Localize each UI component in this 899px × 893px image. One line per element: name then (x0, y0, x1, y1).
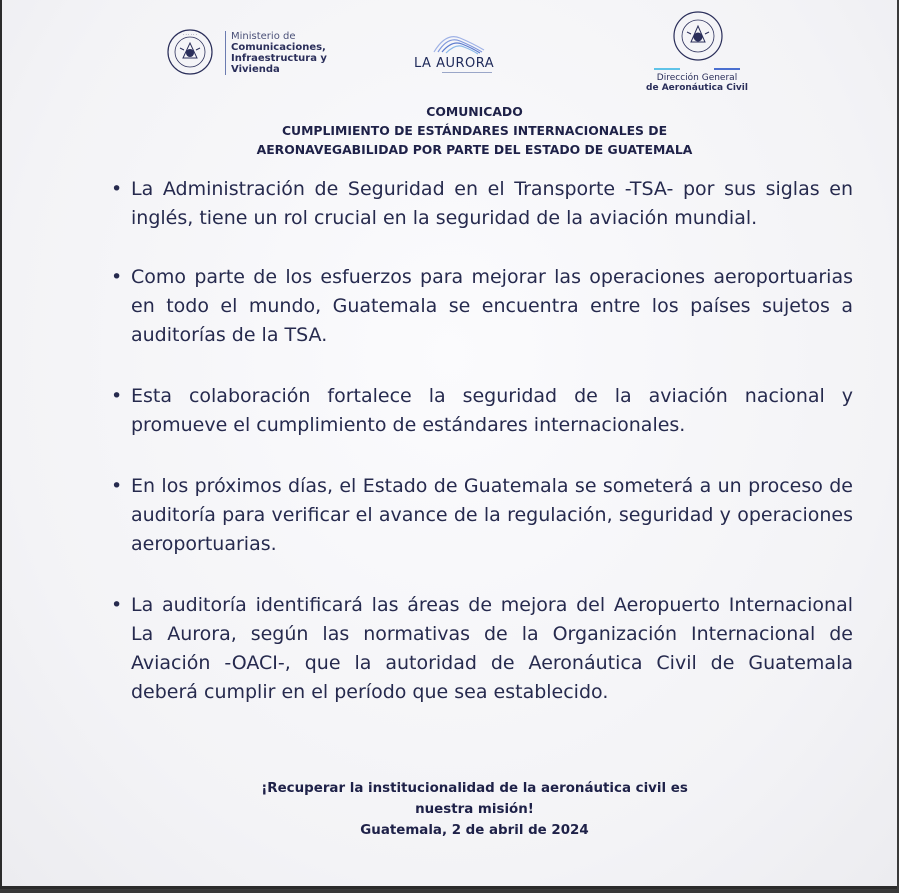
title-line-2: CUMPLIMIENTO DE ESTÁNDARES INTERNACIONALES DE (281, 123, 668, 138)
la-aurora-logo (412, 28, 507, 74)
ministry-name (231, 31, 327, 75)
list-item (108, 591, 853, 707)
aurora-name: LA AURORA (414, 56, 495, 71)
aurora-tagline-line (442, 72, 492, 73)
bullet-list (108, 175, 853, 739)
bullet-text: La auditoría identificará las áreas de mejora del Aeropuerto Internacional La Aurora, según las normativas de la Organización Internacional de Aviación -OACI-, que la autoridad de Aeronáutica Civil de Guatemala deberá cumplir en el período que sea establecido. (131, 594, 853, 703)
dgac-color-lines (654, 68, 740, 71)
bullet-dot-icon: • (111, 385, 123, 407)
ministry-line-3: Infraestructura y (231, 53, 327, 64)
ministry-line-4: Vivienda (231, 64, 280, 75)
list-item (108, 175, 853, 233)
bullet-text: En los próximos días, el Estado de Guatemala se someterá a un proceso de auditoría para verificar el avance de la regulación, seguridad y operaciones aeroportuarias. (131, 475, 853, 555)
list-item (108, 472, 853, 559)
communique-title (152, 102, 797, 159)
dgac-line-2: de Aeronáutica Civil (646, 83, 748, 93)
bullet-dot-icon: • (111, 475, 123, 497)
guatemala-seal-icon (672, 10, 724, 62)
dgac-name (642, 73, 752, 93)
bullet-dot-icon: • (111, 266, 123, 288)
bullet-text: Esta colaboración fortalece la seguridad de la aviación nacional y promueve el cumplimiento de estándares internacionales. (131, 385, 853, 436)
title-line-3: AERONAVEGABILIDAD POR PARTE DEL ESTADO DE GUATEMALA (256, 142, 693, 157)
bullet-text: Como parte de los esfuerzos para mejorar las operaciones aeroportuarias en todo el mundo, Guatemala se encuentra entre los países sujetos a auditorías de la TSA. (131, 266, 853, 346)
dgac-logo (642, 10, 752, 95)
bullet-dot-icon: • (111, 594, 123, 616)
ministry-logo (166, 28, 341, 78)
guatemala-seal-icon (166, 28, 214, 76)
list-item (108, 382, 853, 440)
list-item (108, 263, 853, 350)
bullet-text: La Administración de Seguridad en el Transporte -TSA- por sus siglas en inglés, tiene un rol crucial en la seguridad de la aviación mundial. (131, 178, 853, 229)
footer-line-2: nuestra misión! (415, 802, 534, 817)
title-line-1: COMUNICADO (426, 104, 523, 119)
ministry-line-2: Comunicaciones, (231, 42, 326, 53)
ministry-divider (225, 31, 226, 75)
svg-text:· · · · · ·: · · · · · · (183, 32, 197, 37)
communique-footer (222, 778, 727, 841)
footer-line-1: ¡Recuperar la institucionalidad de la aeronáutica civil es (261, 781, 688, 796)
dgac-line-1: Dirección General (656, 73, 738, 83)
bullet-dot-icon: • (111, 178, 123, 200)
aurora-waves-icon (412, 28, 507, 56)
ministry-line-1: Ministerio de (231, 31, 296, 42)
footer-date: Guatemala, 2 de abril de 2024 (360, 823, 589, 838)
